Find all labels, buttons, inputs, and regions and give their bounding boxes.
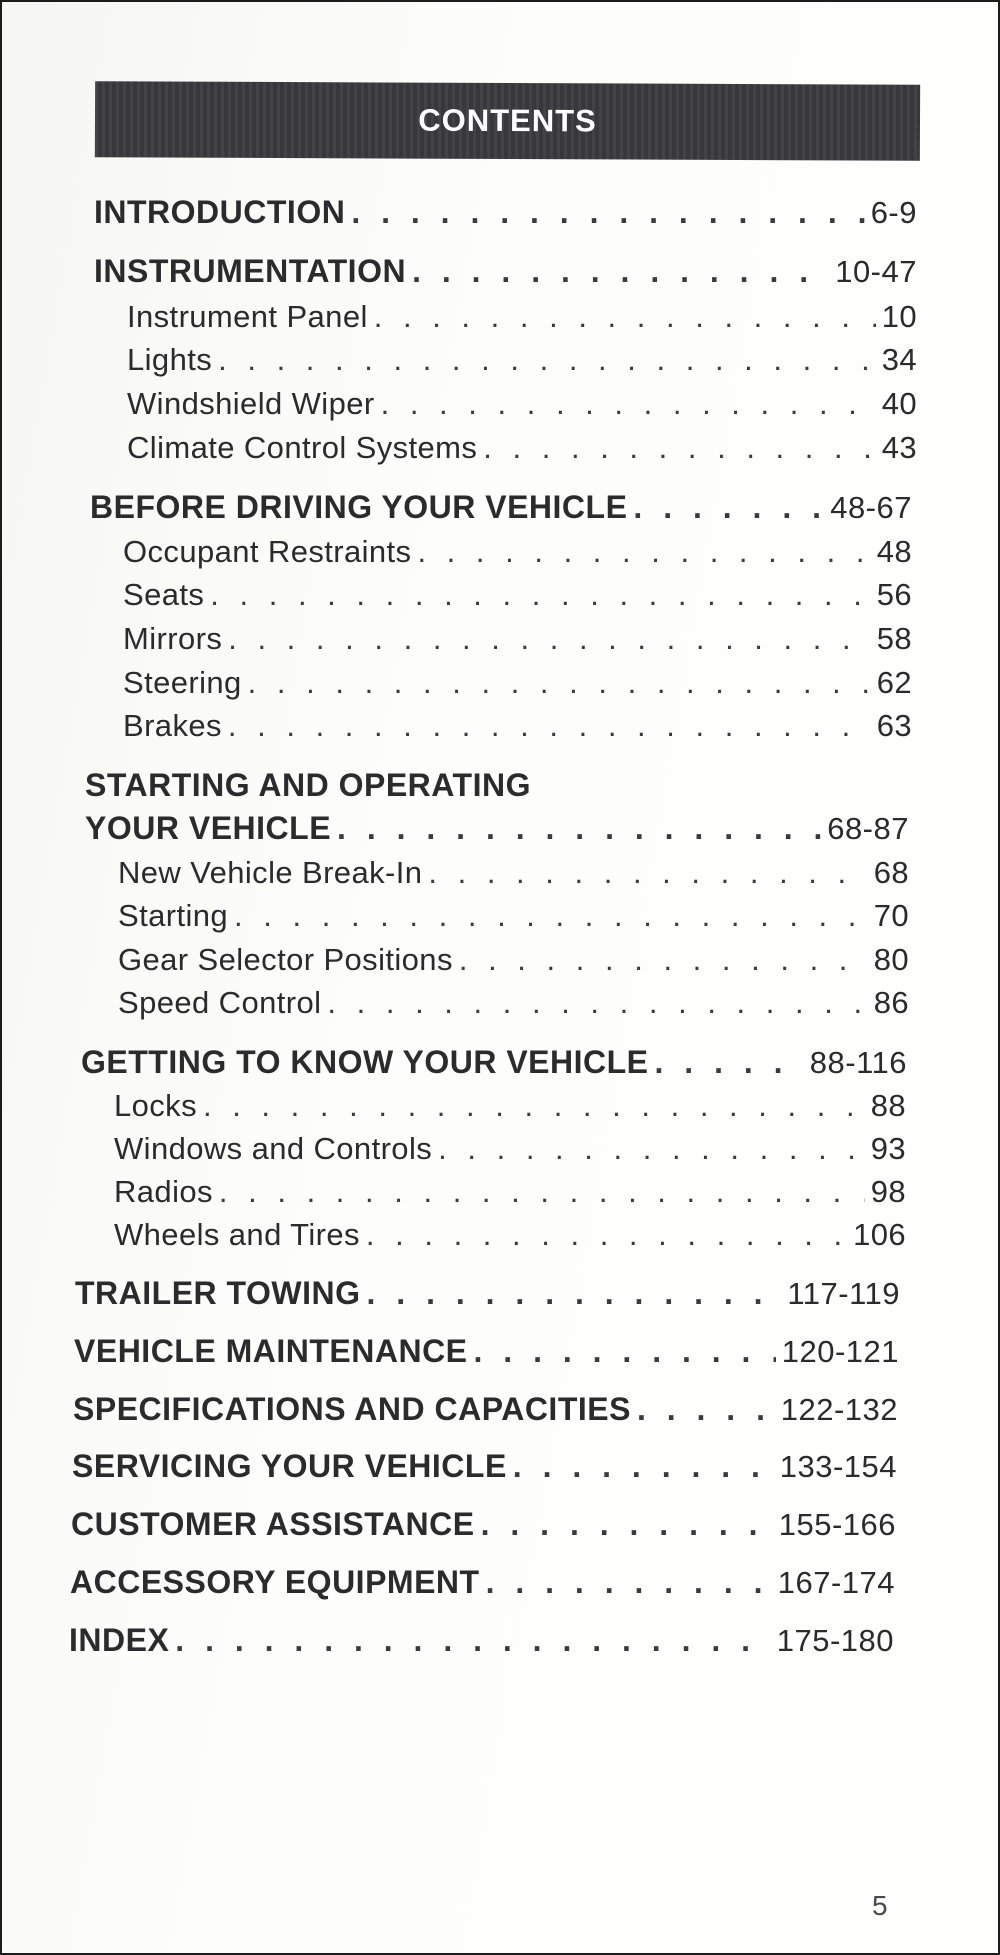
- toc-entry-label: Windshield Wiper: [127, 386, 375, 421]
- dot-leader: [438, 1131, 865, 1167]
- toc-entry-pages: 117-119: [787, 1276, 900, 1311]
- toc-entry-pages: 70: [873, 898, 909, 933]
- dot-leader: [248, 665, 871, 701]
- toc-entry-label: SPECIFICATIONS AND CAPACITIES: [73, 1391, 631, 1427]
- toc-entry-locks[interactable]: [114, 1088, 906, 1124]
- toc-entry-radios[interactable]: [114, 1174, 906, 1210]
- toc-entry-pages: 56: [876, 577, 912, 612]
- toc-entry-trailer-towing[interactable]: [75, 1275, 900, 1312]
- toc-entry-pages: 80: [873, 942, 909, 977]
- toc-entry-label: VEHICLE MAINTENANCE: [74, 1333, 468, 1369]
- toc-entry-label: SERVICING YOUR VEHICLE: [72, 1448, 507, 1484]
- toc-entry-instrumentation[interactable]: [94, 253, 917, 290]
- toc-entry-pages: 88-116: [809, 1045, 907, 1080]
- toc-entry-label: Starting: [118, 898, 229, 933]
- toc-entry-pages: 62: [876, 665, 912, 700]
- page-title: CONTENTS: [418, 102, 597, 139]
- toc-entry-pages: 106: [853, 1217, 906, 1252]
- toc-entry-accessory-equipment[interactable]: [70, 1564, 895, 1601]
- toc-entry-pages: 122-132: [780, 1392, 898, 1427]
- toc-entry-pages: 68-87: [827, 811, 909, 846]
- toc-entry-label: Instrument Panel: [127, 299, 368, 334]
- dot-leader: [337, 810, 821, 847]
- dot-leader: [459, 942, 868, 978]
- toc-entry-label: New Vehicle Break-In: [118, 855, 423, 890]
- toc-entry-pages: 68: [873, 855, 909, 890]
- dot-leader: [412, 253, 829, 290]
- dot-leader: [633, 489, 824, 526]
- toc-entry-pages: 58: [876, 621, 912, 656]
- toc-entry-brakes[interactable]: [123, 708, 912, 744]
- dot-leader: [637, 1391, 775, 1428]
- toc-entry-pages: 93: [870, 1131, 906, 1166]
- toc-entry-label: Windows and Controls: [114, 1131, 433, 1166]
- toc-entry-label: GETTING TO KNOW YOUR VEHICLE: [81, 1044, 649, 1080]
- toc-entry-pages: 167-174: [777, 1565, 895, 1600]
- toc-entry-instrument-panel[interactable]: [127, 299, 917, 335]
- toc-entry-pages: 10-47: [835, 254, 917, 289]
- toc-entry-pages: 155-166: [778, 1507, 896, 1542]
- toc-entry-windshield-wiper[interactable]: [127, 386, 917, 422]
- toc-entry-getting-to-know[interactable]: [81, 1044, 907, 1081]
- toc-entry-pages: 98: [870, 1174, 906, 1209]
- toc-entry-label: Seats: [123, 577, 205, 612]
- toc-entry-pages: 48: [876, 534, 912, 569]
- dot-leader: [366, 1217, 847, 1253]
- toc-entry-windows-controls[interactable]: [114, 1131, 906, 1167]
- toc-entry-pages: 10: [881, 299, 917, 334]
- toc-entry-label: Speed Control: [118, 985, 322, 1020]
- dot-leader: [228, 621, 870, 657]
- dot-leader: [234, 898, 868, 934]
- toc-entry-pages: 86: [873, 985, 909, 1020]
- dot-leader: [513, 1448, 774, 1485]
- contents-banner: [95, 81, 920, 161]
- dot-leader: [203, 1088, 865, 1124]
- toc-entry-label: CUSTOMER ASSISTANCE: [71, 1506, 475, 1542]
- toc-entry-starting-operating[interactable]: [85, 810, 909, 847]
- toc-entry-pages: 175-180: [776, 1623, 894, 1658]
- toc-entry-speed-control[interactable]: [118, 985, 909, 1021]
- dot-leader: [175, 1622, 770, 1659]
- dot-leader: [417, 534, 870, 570]
- toc-entry-label: Brakes: [123, 708, 222, 743]
- toc-entry-wheels-tires[interactable]: [114, 1217, 906, 1253]
- toc-entry-label: INTRODUCTION: [94, 194, 346, 230]
- toc-entry-servicing[interactable]: [72, 1448, 897, 1485]
- toc-entry-label: Wheels and Tires: [114, 1217, 360, 1252]
- dot-leader: [374, 299, 876, 335]
- toc-entry-label: TRAILER TOWING: [75, 1275, 361, 1311]
- toc-entry-starting-operating-line1: STARTING AND OPERATING: [85, 767, 531, 803]
- toc-entry-break-in[interactable]: [118, 855, 909, 891]
- toc-entry-mirrors[interactable]: [123, 621, 912, 657]
- toc-entry-climate-control[interactable]: [127, 430, 917, 466]
- dot-leader: [228, 708, 871, 744]
- toc-entry-gear-selector[interactable]: [118, 942, 909, 978]
- toc-entry-customer-assistance[interactable]: [71, 1506, 896, 1543]
- dot-leader: [367, 1275, 782, 1312]
- toc-entry-label: ACCESSORY EQUIPMENT: [70, 1564, 480, 1600]
- toc-entry-seats[interactable]: [123, 577, 912, 613]
- dot-leader: [381, 386, 876, 422]
- toc-entry-label: INSTRUMENTATION: [94, 253, 407, 289]
- toc-entry-pages: 120-121: [781, 1334, 899, 1369]
- dot-leader: [327, 985, 867, 1021]
- dot-leader: [210, 577, 870, 613]
- dot-leader: [218, 342, 876, 378]
- toc-entry-label: BEFORE DRIVING YOUR VEHICLE: [90, 489, 628, 525]
- toc-entry-starting[interactable]: [118, 898, 909, 934]
- dot-leader: [219, 1174, 865, 1210]
- toc-entry-label: Steering: [123, 665, 242, 700]
- dot-leader: [351, 194, 864, 231]
- toc-entry-vehicle-maintenance[interactable]: [74, 1333, 899, 1370]
- toc-entry-label: Locks: [114, 1088, 197, 1123]
- dot-leader: [486, 1564, 772, 1601]
- toc-entry-label: Occupant Restraints: [123, 534, 412, 569]
- page-number: 5: [872, 1890, 888, 1921]
- toc-entry-pages: 43: [881, 430, 917, 465]
- toc-entry-pages: 34: [881, 342, 917, 377]
- toc-entry-label: Mirrors: [123, 621, 223, 656]
- toc-entry-label: INDEX: [69, 1622, 170, 1658]
- toc-entry-pages: 40: [881, 386, 917, 421]
- dot-leader: [481, 1506, 773, 1543]
- toc-entry-label: Radios: [114, 1174, 213, 1209]
- toc-entry-before-driving[interactable]: [90, 489, 912, 526]
- toc-entry-label: YOUR VEHICLE: [85, 810, 332, 846]
- toc-entry-lights[interactable]: [127, 342, 917, 378]
- toc-entry-label: Gear Selector Positions: [118, 942, 453, 977]
- toc-entry-index[interactable]: [69, 1622, 894, 1659]
- toc-entry-pages: 133-154: [779, 1449, 897, 1484]
- toc-entry-introduction[interactable]: [94, 194, 917, 231]
- toc-entry-pages: 63: [876, 708, 912, 743]
- toc-entry-label: Climate Control Systems: [127, 430, 478, 465]
- toc-entry-pages: 48-67: [830, 490, 912, 525]
- toc-entry-occupant-restraints[interactable]: [123, 534, 912, 570]
- toc-entry-label: Lights: [127, 342, 213, 377]
- toc-entry-pages: 88: [870, 1088, 906, 1123]
- dot-leader: [655, 1044, 804, 1081]
- dot-leader: [483, 430, 875, 466]
- dot-leader: [428, 855, 867, 891]
- toc-entry-pages: 6-9: [870, 195, 917, 230]
- dot-leader: [474, 1333, 776, 1370]
- toc-entry-specifications[interactable]: [73, 1391, 898, 1428]
- toc-entry-steering[interactable]: [123, 665, 912, 701]
